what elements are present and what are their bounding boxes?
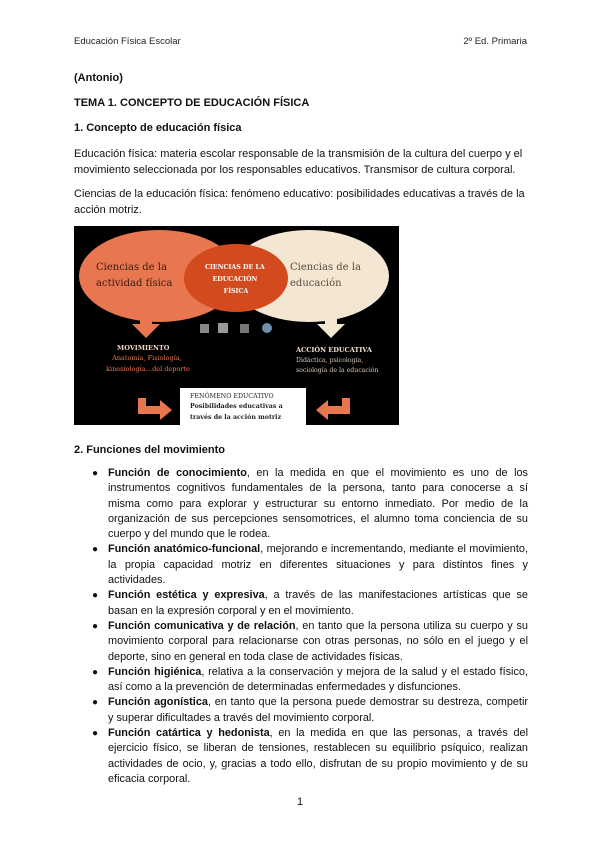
right-circle-line-1: Ciencias de la <box>290 262 361 273</box>
list-item <box>92 726 528 787</box>
diagram-svg <box>74 226 399 425</box>
tool-icon-3 <box>240 324 249 333</box>
education-diagram <box>74 226 399 425</box>
tool-icon-4 <box>262 323 272 333</box>
svg-text:FENÓMENO EDUCATIVO Pos <box>190 392 285 421</box>
left-circle-line-2: actividad física <box>96 278 173 289</box>
list-item <box>92 665 528 696</box>
section-2-title: 2. Funciones del movimiento <box>74 444 225 456</box>
phenomenon-line-1: Posibilidades educativas a <box>190 403 283 410</box>
list-item <box>92 695 528 726</box>
header-left: Educación Física Escolar <box>74 36 181 47</box>
center-line-3: FÍSICA <box>223 288 249 295</box>
function-text: , en tanto que la persona puede demostrar su destreza, competir y superar dificultades a través del movimiento corporal. <box>108 696 529 724</box>
bullet-icon: ● <box>92 468 99 479</box>
bullet-icon: ● <box>92 697 99 709</box>
tool-icon-2 <box>218 323 228 333</box>
function-text: , a través de las manifestaciones artísticas que se basan en la expresión corporal y en el movimiento. <box>108 589 528 617</box>
center-line-1: CIENCIAS DE LA <box>204 264 265 271</box>
action-line-1: Didáctica, psicología, <box>296 357 364 364</box>
functions-list <box>92 466 528 787</box>
section-1-paragraph-1: Educación física: materia escolar responsable de la transmisión de la cultura del cuerpo y el movimiento seleccionada por los responsables educativos. Transmisor de cultura corporal. <box>74 148 523 176</box>
phenomenon-title: FENÓMENO EDUCATIVO <box>190 393 274 400</box>
right-circle-line-2: educación <box>290 278 342 289</box>
function-text: , en tanto que la persona utiliza su cuerpo y su movimiento corporal para relacionarse con otras personas, no sólo en el juego y el deporte, sino en general en toda clase de actividades físicas. <box>108 619 528 663</box>
function-term: Función higiénica <box>108 665 202 678</box>
function-term: Función anatómico-funcional <box>108 543 261 556</box>
movement-line-2: kinesiología…del deporte <box>106 365 190 373</box>
list-item <box>92 542 528 588</box>
function-term: Función catártica y hedonista <box>108 727 270 740</box>
function-text: , en la medida en que el movimiento es uno de los instrumentos cognitivos fundamentales de la persona, tanto para conocerse a sí misma como para explorar y estructurar su entorno inmediato. Por medio de la organización de sus percepciones sensomotrices, el alumno toma conciencia de su cuerpo y del mundo que le rodea. <box>108 467 528 541</box>
tool-icon-1 <box>200 324 209 333</box>
section-1-title: 1. Concepto de educación física <box>74 122 242 134</box>
section-1-paragraph-2: Ciencias de la educación física: fenómeno educativo: posibilidades educativas a través de la acción motriz. <box>74 188 525 216</box>
movement-title: MOVIMIENTO <box>117 344 170 352</box>
bullet-icon: ● <box>92 728 99 740</box>
phenomenon-line-2: través de la acción motriz <box>190 414 282 421</box>
page-number: 1 <box>296 796 304 808</box>
function-term: Función estética y expresiva <box>108 589 265 602</box>
list-item <box>92 466 528 542</box>
svg-text:MOVIMIENTO <box>117 344 170 352</box>
list-item <box>92 588 528 619</box>
header-right: 2º Ed. Primaria <box>463 36 527 47</box>
svg-text:ACCIÓN EDUCATIVA <box>295 345 373 354</box>
bullet-icon: ● <box>92 590 99 602</box>
left-circle-line-1: Ciencias de la <box>96 262 167 273</box>
function-term: Función de conocimiento <box>108 467 247 479</box>
function-term: Función comunicativa y de relación <box>108 619 296 632</box>
bullet-icon: ● <box>92 544 99 556</box>
action-line-2: sociología de la educación <box>296 367 379 374</box>
bullet-icon: ● <box>92 666 99 678</box>
function-text: , mejorando e incrementando, mediante el movimiento, la propia capacidad motriz en diferentes situaciones y para distintos fines y actividades. <box>108 543 528 587</box>
topic-title: TEMA 1. CONCEPTO DE EDUCACIÓN FÍSICA <box>74 97 310 109</box>
bullet-icon: ● <box>92 620 99 632</box>
center-line-2: EDUCACIÓN <box>212 276 258 283</box>
list-item <box>92 619 528 665</box>
author: (Antonio) <box>74 72 123 84</box>
function-term: Función agonística <box>108 696 208 709</box>
movement-line-1: Anatomía, Fisiología, <box>112 354 182 362</box>
function-text: , en la medida en que las personas, a través del ejercicio físico, se liberan de tensiones, restablecen su equilibrio psíquico, realizan actividades de ocio, y, gracias a todo ello, disfrutan de su propio movimiento y de su eficacia corporal. <box>108 727 528 785</box>
action-title: ACCIÓN EDUCATIVA <box>296 346 372 354</box>
function-text: , relativa a la conservación y mejora de la salud y el estado físico, así como a la prevención de determinadas enfermedades y disfunciones. <box>108 665 528 694</box>
